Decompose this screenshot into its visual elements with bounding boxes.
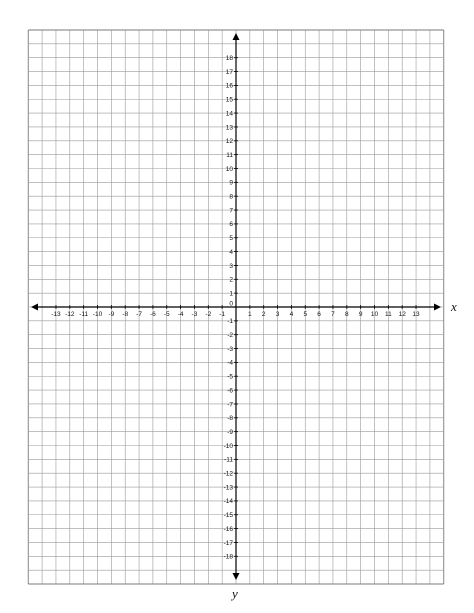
y-tick-label: 10 [225, 165, 233, 173]
y-tick-label: 15 [225, 96, 233, 104]
x-tick-label: 9 [358, 311, 363, 318]
y-tick-label: -8 [227, 415, 233, 423]
origin-label: 0 [229, 300, 233, 308]
y-tick-label: 16 [225, 82, 233, 90]
x-axis-name: x [451, 299, 457, 314]
y-tick-label: 9 [229, 179, 233, 187]
x-tick-label: -2 [205, 311, 212, 318]
y-tick-label: 6 [229, 221, 233, 229]
x-tick-label: 11 [384, 311, 392, 318]
x-tick-label: -5 [163, 311, 170, 318]
y-tick-label: -18 [223, 553, 233, 561]
y-tick-label: 5 [229, 235, 233, 243]
y-tick-label: -17 [223, 539, 233, 547]
x-tick-label: -10 [92, 311, 103, 318]
y-tick-label: 18 [225, 55, 233, 62]
x-tick-label: -7 [136, 311, 142, 318]
x-tick-label: 1 [248, 311, 252, 318]
y-tick-label: -12 [223, 470, 233, 478]
x-tick-label: 2 [261, 311, 266, 318]
y-tick-label: -7 [227, 401, 233, 409]
x-tick-label: -6 [150, 311, 156, 318]
y-tick-label: 2 [229, 276, 233, 284]
y-tick-label: 1 [229, 290, 233, 298]
y-tick-label: 14 [225, 110, 233, 118]
y-tick-label: -13 [223, 484, 233, 492]
y-tick-label: -6 [227, 387, 233, 395]
y-tick-label: -10 [223, 442, 233, 450]
y-axis-name: y [232, 586, 238, 601]
y-tick-label: 7 [229, 207, 233, 215]
x-tick-label: -8 [122, 311, 129, 318]
x-tick-label: 6 [317, 311, 321, 318]
x-tick-label: 3 [275, 311, 280, 318]
y-tick-label: 8 [229, 193, 233, 201]
x-tick-label: 13 [412, 311, 420, 318]
y-tick-label: 11 [226, 151, 233, 159]
y-tick-label: 12 [225, 138, 233, 146]
y-tick-label: -1 [227, 318, 233, 326]
y-tick-label: -11 [224, 456, 233, 464]
y-tick-label: -4 [227, 359, 233, 367]
y-tick-label: -15 [223, 512, 233, 520]
x-tick-label: 12 [398, 311, 406, 318]
y-tick-label: -2 [227, 332, 233, 339]
x-tick-label: -4 [177, 311, 184, 318]
y-tick-label: -3 [227, 345, 233, 353]
y-tick-label: -9 [227, 428, 233, 436]
y-tick-label: 4 [229, 248, 233, 256]
x-tick-label: 5 [303, 311, 308, 318]
x-tick-label: 4 [289, 311, 294, 318]
y-tick-label: 17 [225, 68, 233, 76]
x-tick-label: 8 [344, 311, 349, 318]
y-tick-label: -14 [223, 498, 233, 506]
x-tick-label: -12 [65, 311, 75, 318]
y-tick-label: -16 [223, 525, 233, 533]
y-tick-label: 3 [229, 262, 233, 270]
x-tick-label: -3 [191, 311, 198, 318]
y-tick-label: -5 [227, 373, 233, 381]
x-tick-label: -13 [51, 311, 61, 318]
x-tick-label: 10 [370, 311, 379, 318]
y-tick-label: 13 [225, 124, 233, 132]
x-tick-label: 7 [331, 311, 335, 318]
x-tick-label: -11 [79, 311, 89, 318]
x-tick-label: -1 [219, 311, 226, 318]
x-tick-label: -9 [108, 311, 115, 318]
